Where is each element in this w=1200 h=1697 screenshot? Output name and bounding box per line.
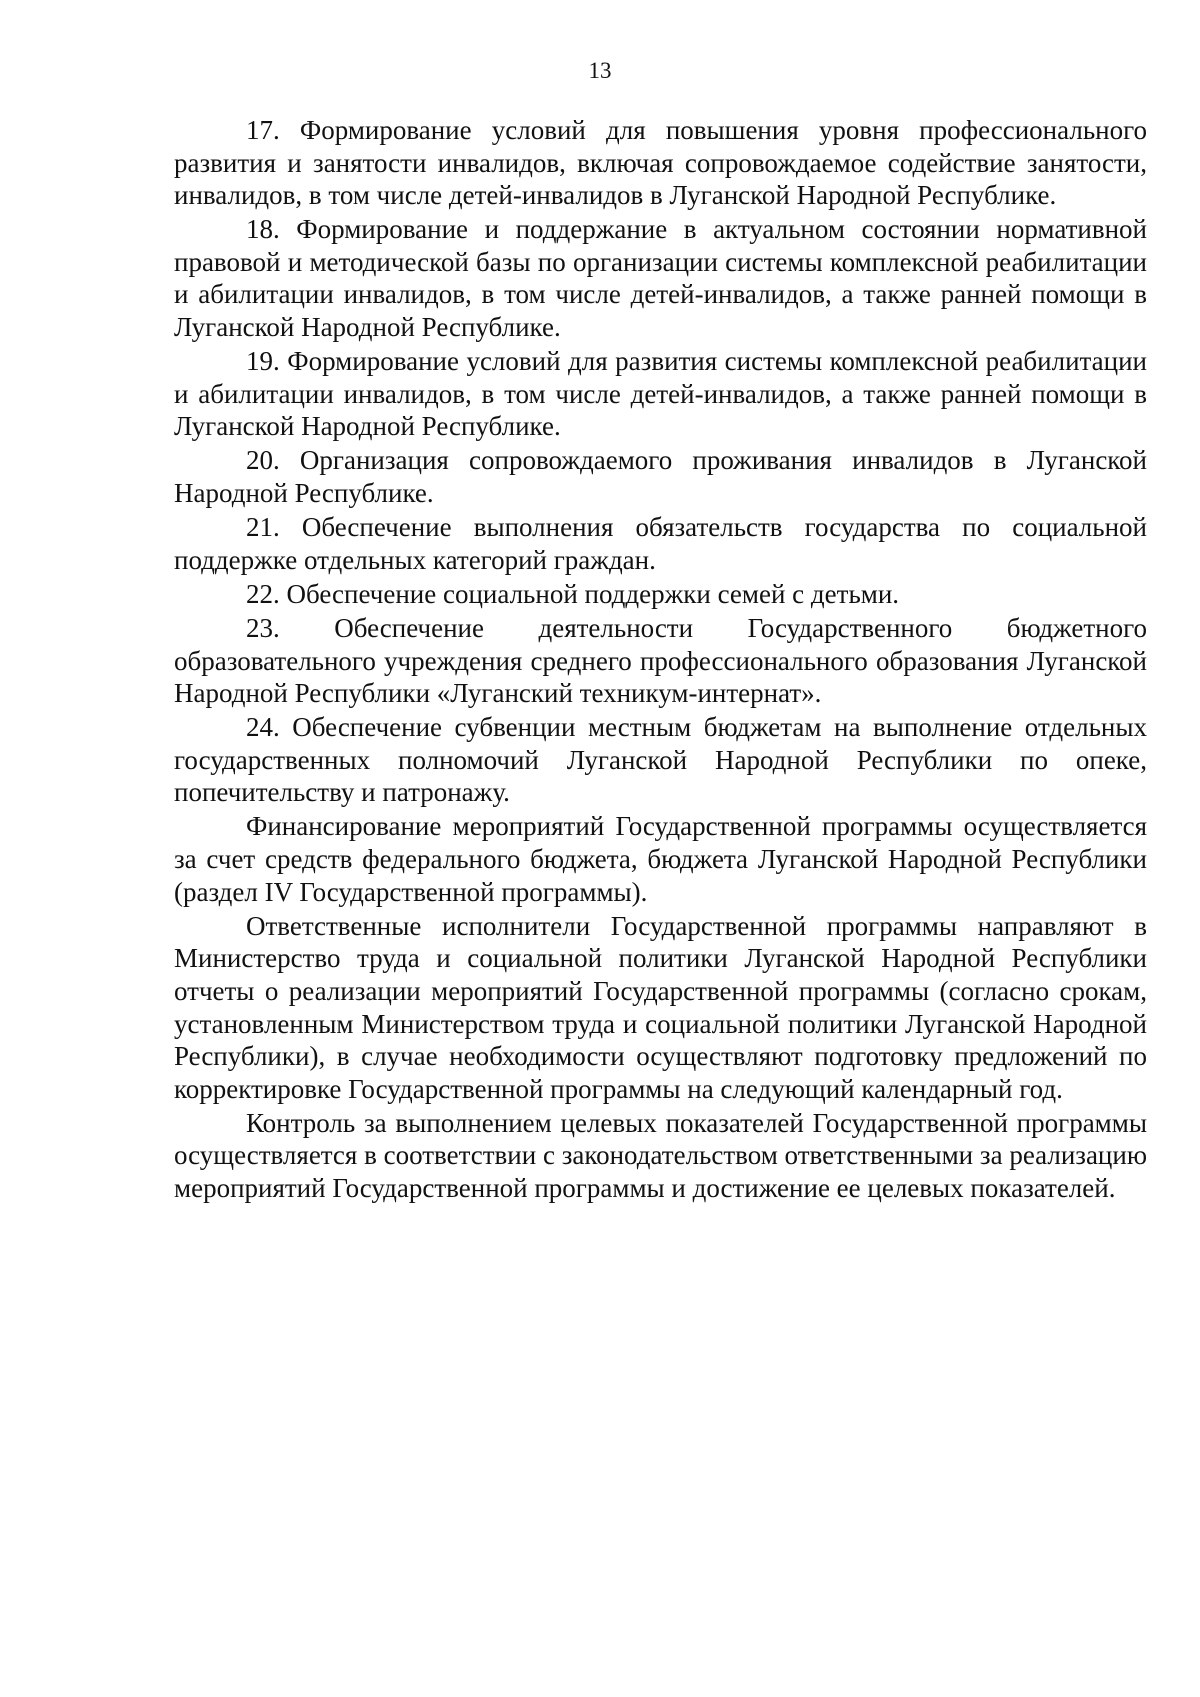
paragraph-financing: Финансирование мероприятий Государственной программы осуществляется за счет средств федерального бюджета, бюджета Луганской Народной Республики (раздел IV Государственной программы). — [174, 811, 1147, 907]
paragraph-item-24: 24. Обеспечение субвенции местным бюджетам на выполнение отдельных государственных полномочий Луганской Народной Республики по опеке, попечительству и патронажу. — [174, 712, 1147, 808]
document-body — [174, 114, 1147, 1206]
paragraph-item-22: 22. Обеспечение социальной поддержки семей с детьми. — [246, 578, 900, 609]
paragraph-item-21: 21. Обеспечение выполнения обязательств государства по социальной поддержке отдельных категорий граждан. — [174, 512, 1147, 575]
paragraph-item-17: 17. Формирование условий для повышения уровня профессионального развития и занятости инвалидов, включая сопровождаемое содействие занятости, инвалидов, в том числе детей-инвалидов в Луганской Народной Республике. — [174, 115, 1147, 211]
paragraph-item-19: 19. Формирование условий для развития системы комплексной реабилитации и абилитации инвалидов, в том числе детей-инвалидов, а также ранней помощи в Луганской Народной Республике. — [174, 346, 1147, 442]
paragraph-item-23: 23. Обеспечение деятельности Государственного бюджетного образовательного учреждения среднего профессионального образования Луганской Народной Республики «Луганский техникум-интернат». — [174, 612, 1147, 709]
paragraph-reporting: Ответственные исполнители Государственной программы направляют в Министерство труда и социальной политики Луганской Народной Республики отчеты о реализации мероприятий Государственной программы (согласно срокам, установленным Министерством труда и социальной политики Луганской Народной Республики), в случае необходимости осуществляют подготовку предложений по корректировке Государственной программы на следующий календарный год. — [174, 910, 1147, 1104]
paragraph-control: Контроль за выполнением целевых показателей Государственной программы осуществляется в соответствии с законодательством ответственными за реализацию мероприятий Государственной программы и достижение ее целевых показателей. — [174, 1107, 1147, 1203]
page-number: 13 — [588, 58, 612, 83]
paragraph-item-18: 18. Формирование и поддержание в актуальном состоянии нормативной правовой и методической базы по организации системы комплексной реабилитации и абилитации инвалидов, в том числе детей-инвалидов, а также ранней помощи в Луганской Народной Республике. — [174, 214, 1147, 343]
paragraph-item-20: 20. Организация сопровождаемого проживания инвалидов в Луганской Народной Республике. — [174, 445, 1147, 509]
